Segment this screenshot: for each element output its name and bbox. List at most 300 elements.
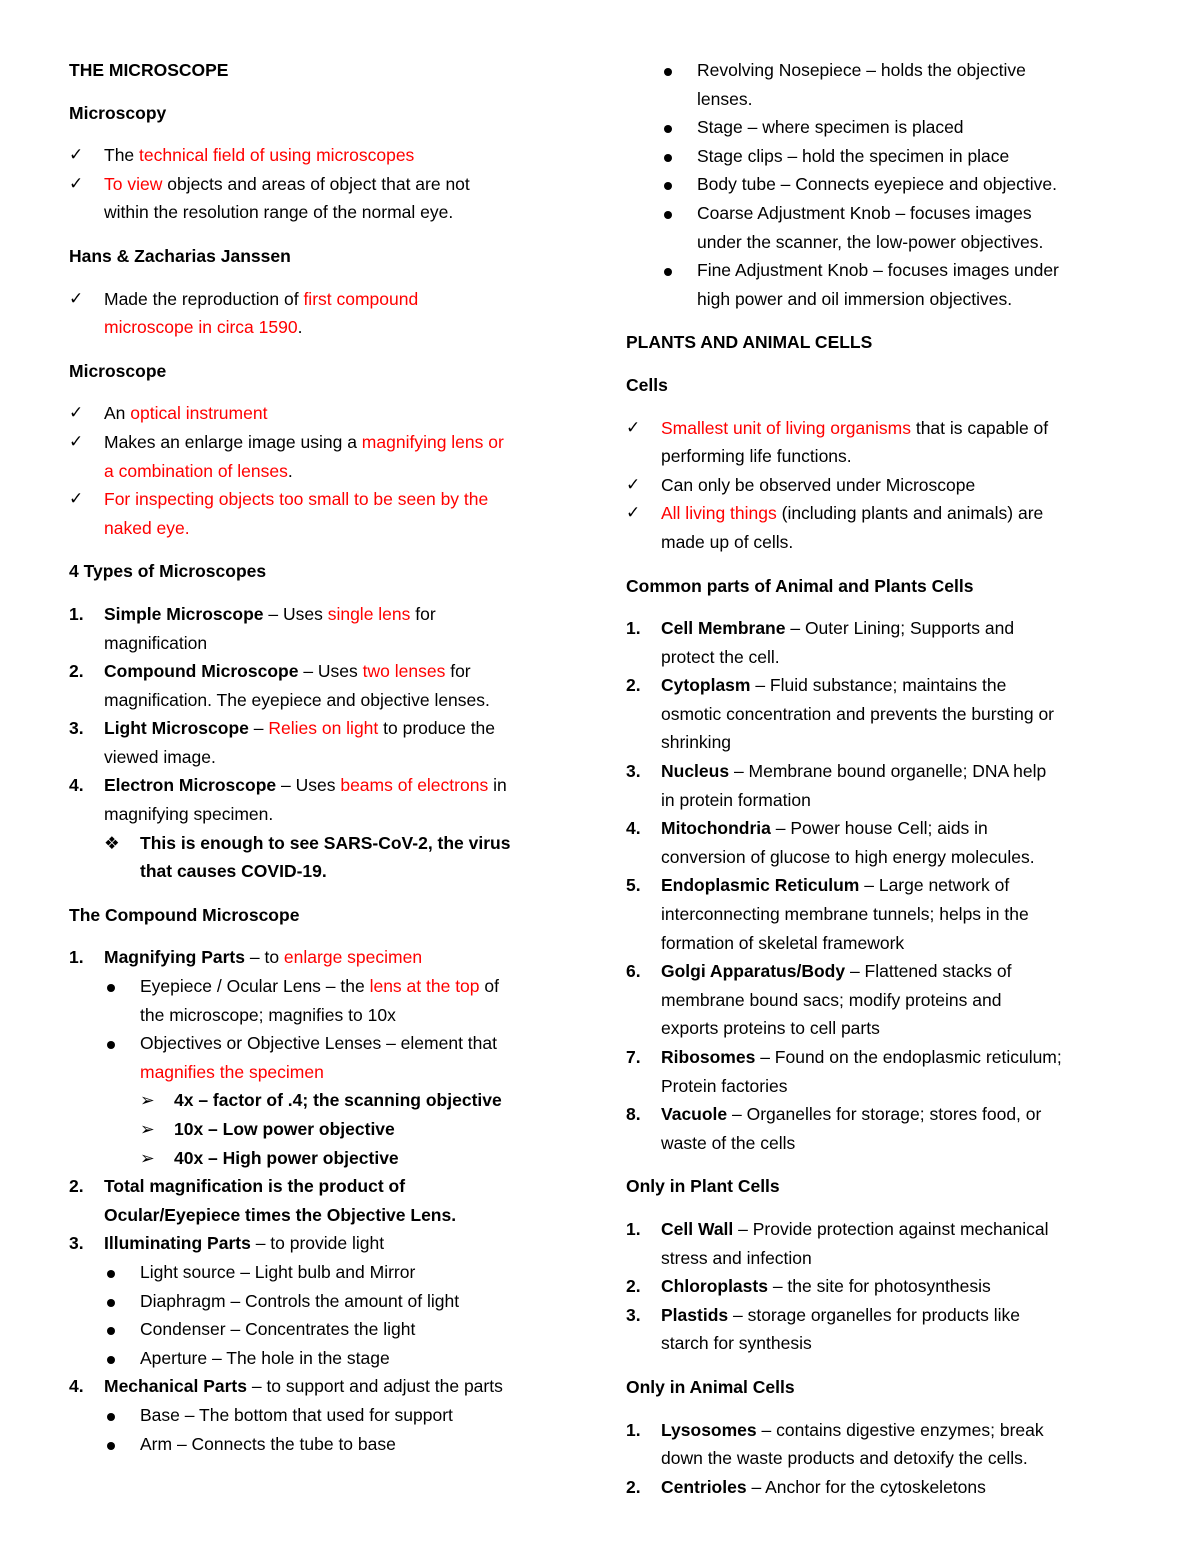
text-run: the microscope; magnifies to 10x	[140, 1004, 396, 1025]
list-item	[69, 714, 559, 771]
types-heading: 4 Types of Microscopes	[69, 561, 267, 582]
list-item	[69, 1258, 559, 1287]
list-number: 6.	[626, 961, 641, 982]
text-run: – Power house Cell; aids in	[770, 818, 988, 839]
list-item	[626, 142, 1126, 171]
list-item	[626, 757, 1126, 814]
list-number: 1.	[626, 1419, 641, 1440]
text-line	[69, 457, 559, 486]
checkmark-icon: ✓	[626, 417, 641, 437]
text-line	[626, 929, 1126, 958]
checkmark-icon: ✓	[69, 173, 84, 193]
text-run: .	[287, 460, 293, 481]
text-line: Light source – Light bulb and Mirror	[140, 1261, 416, 1282]
text-line	[626, 1244, 1126, 1273]
text-run: To view	[104, 173, 163, 194]
list-item	[69, 1144, 559, 1173]
list-item	[69, 1029, 559, 1086]
text-run: –	[248, 718, 269, 739]
text-line	[69, 1058, 559, 1087]
list-item	[69, 1315, 559, 1344]
checkmark-icon: ✓	[69, 431, 84, 451]
text-line	[69, 743, 559, 772]
text-run: – Fluid substance; maintains the	[750, 675, 1007, 696]
text-run: in protein formation	[661, 789, 811, 810]
list-number: 3.	[69, 1233, 84, 1254]
text-run: .	[297, 317, 303, 338]
text-line	[626, 843, 1126, 872]
text-run: lens at the top	[369, 976, 480, 997]
list-number: 5.	[626, 875, 641, 896]
text-run: Cell Membrane	[661, 618, 786, 639]
text-run: Light Microscope	[104, 718, 249, 739]
text-run: interconnecting membrane tunnels; helps in the	[661, 904, 1029, 925]
text-run: within the resolution range of the normal eye.	[104, 202, 454, 223]
list-number: 1.	[626, 1218, 641, 1239]
text-line	[626, 871, 1126, 900]
text-line: high power and oil immersion objectives.	[697, 288, 1013, 309]
list-item	[69, 428, 559, 485]
text-line: lenses.	[697, 88, 753, 109]
list-item	[69, 1401, 559, 1430]
text-run: Cytoplasm	[661, 675, 751, 696]
text-line	[626, 757, 1126, 786]
bullet-icon	[104, 972, 115, 1001]
list-item	[626, 414, 1126, 471]
text-line: Arm – Connects the tube to base	[140, 1433, 396, 1454]
text-run: The	[104, 145, 140, 166]
text-line	[69, 686, 559, 715]
list-number: 1.	[626, 618, 641, 639]
text-run: objects and areas of object that are not	[162, 173, 470, 194]
text-run: magnifies the specimen	[140, 1061, 324, 1082]
list-item	[69, 1372, 559, 1401]
checkmark-icon: ✓	[69, 489, 84, 509]
text-run: magnifying specimen.	[104, 804, 274, 825]
list-item	[69, 170, 559, 227]
list-item	[626, 170, 1126, 199]
text-run: Smallest unit of living organisms	[661, 417, 911, 438]
text-run: first compound	[303, 288, 419, 309]
text-line	[626, 900, 1126, 929]
compound-magnifying-arrows	[69, 1086, 559, 1172]
list-item	[626, 614, 1126, 671]
bullet-icon	[661, 170, 672, 199]
text-run: Nucleus	[661, 761, 730, 782]
bullet-icon	[661, 199, 672, 228]
text-run: technical field of using microscopes	[139, 145, 415, 166]
text-run: Cell Wall	[661, 1218, 734, 1239]
list-item	[69, 141, 559, 170]
arrow-icon: ➢	[140, 1147, 155, 1168]
list-number: 4.	[69, 775, 84, 796]
list-item	[626, 199, 1126, 256]
text-run: – Provide protection against mechanical	[733, 1218, 1049, 1239]
text-line	[626, 786, 1126, 815]
text-run: formation of skeletal framework	[661, 932, 905, 953]
plant-cells-list	[626, 1215, 1126, 1358]
text-run: All living things	[661, 503, 777, 524]
text-run: two lenses	[362, 661, 446, 682]
text-line: 40x – High power objective	[174, 1147, 399, 1168]
list-item	[626, 671, 1126, 757]
text-line	[69, 943, 559, 972]
text-run: – the site for photosynthesis	[767, 1276, 991, 1297]
text-run: Golgi Apparatus/Body	[661, 961, 846, 982]
list-item	[69, 771, 559, 828]
bullet-icon	[661, 113, 672, 142]
text-run: protect the cell.	[661, 646, 780, 667]
text-line: Revolving Nosepiece – holds the objective	[697, 60, 1026, 80]
list-number: 3.	[626, 761, 641, 782]
checkmark-icon: ✓	[69, 145, 84, 165]
types-note	[69, 829, 559, 886]
text-run: Endoplasmic Reticulum	[661, 875, 860, 896]
text-run: stress and infection	[661, 1247, 812, 1268]
text-run: viewed image.	[104, 746, 216, 767]
text-line	[69, 198, 559, 227]
text-run: membrane bound sacs; modify proteins and	[661, 989, 1002, 1010]
list-number: 3.	[69, 718, 84, 739]
bullet-icon	[104, 1029, 115, 1058]
text-line: Diaphragm – Controls the amount of light	[140, 1290, 460, 1311]
text-line	[626, 1473, 1126, 1502]
text-line	[626, 814, 1126, 843]
right-column	[626, 56, 1126, 1501]
text-run: made up of cells.	[661, 531, 794, 552]
text-run: – contains digestive enzymes; break	[756, 1419, 1044, 1440]
text-line: Body tube – Connects eyepiece and objective.	[697, 174, 1057, 195]
list-item	[626, 256, 1126, 313]
compound-mechanical-bullets	[69, 1401, 559, 1458]
animal-cells-heading: Only in Animal Cells	[626, 1376, 795, 1397]
text-line	[69, 657, 559, 686]
janssen-heading: Hans & Zacharias Janssen	[69, 245, 291, 266]
text-line	[626, 1444, 1126, 1473]
list-item	[626, 499, 1126, 556]
text-line	[626, 1072, 1126, 1101]
list-item	[69, 1430, 559, 1459]
text-run: – Large network of	[859, 875, 1010, 896]
microscopy-heading: Microscopy	[69, 102, 167, 123]
checkmark-icon: ✓	[69, 288, 84, 308]
types-list	[69, 600, 559, 829]
text-line	[69, 771, 559, 800]
bullet-icon	[661, 142, 672, 171]
checkmark-icon: ✓	[69, 403, 84, 423]
text-line	[626, 1215, 1126, 1244]
text-line	[626, 414, 1126, 443]
list-number: 2.	[69, 1176, 84, 1197]
text-line	[626, 471, 1126, 500]
list-item	[626, 871, 1126, 957]
list-item	[69, 1115, 559, 1144]
text-line: Stage clips – hold the specimen in place	[697, 145, 1010, 166]
text-run: down the waste products and detoxify the cells.	[661, 1448, 1028, 1469]
text-line	[69, 1372, 559, 1401]
text-run: exports proteins to cell parts	[661, 1018, 880, 1039]
bullet-icon	[104, 1287, 115, 1316]
text-line	[626, 700, 1126, 729]
arrow-icon: ➢	[140, 1090, 155, 1111]
text-line	[69, 600, 559, 629]
document-title: THE MICROSCOPE	[69, 60, 229, 80]
text-run: starch for synthesis	[661, 1333, 812, 1354]
text-line: Stage – where specimen is placed	[697, 117, 964, 138]
compound-magnifying-bullets	[69, 972, 559, 1086]
cells-heading: Cells	[626, 374, 668, 395]
text-run: to produce the	[378, 718, 496, 739]
text-run: of	[479, 976, 499, 997]
text-run: – to	[245, 947, 284, 968]
text-line: 10x – Low power objective	[174, 1119, 395, 1139]
list-number: 3.	[626, 1304, 641, 1325]
text-run: Illuminating Parts	[104, 1233, 251, 1254]
bullet-icon	[661, 56, 672, 85]
text-line	[626, 499, 1126, 528]
text-run: osmotic concentration and prevents the bursting or	[661, 703, 1054, 724]
text-run: a combination of lenses	[104, 460, 288, 481]
text-run: Mitochondria	[661, 818, 771, 839]
list-number: 7.	[626, 1047, 641, 1067]
text-line	[626, 728, 1126, 757]
compound-total-line-1: Total magnification is the product of	[104, 1176, 406, 1197]
diamond-icon: ❖	[104, 832, 120, 853]
list-item	[626, 957, 1126, 1043]
text-run: Simple Microscope	[104, 603, 264, 624]
text-line	[626, 1043, 1126, 1072]
text-line	[69, 972, 559, 1001]
left-column	[69, 56, 559, 1458]
text-run: – Anchor for the cytoskeletons	[746, 1476, 986, 1497]
list-number: 2.	[626, 1276, 641, 1297]
text-line	[626, 614, 1126, 643]
cells-list	[626, 414, 1126, 557]
text-line	[626, 442, 1126, 471]
text-run: single lens	[327, 603, 411, 624]
text-run: Can only be observed under Microscope	[661, 474, 976, 495]
list-item	[626, 1473, 1126, 1502]
bullet-icon	[104, 1401, 115, 1430]
text-line	[626, 1129, 1126, 1158]
common-parts-list	[626, 614, 1126, 1157]
list-item	[69, 1086, 559, 1115]
text-run: Protein factories	[661, 1075, 788, 1096]
compound-illuminating-bullets	[69, 1258, 559, 1372]
text-run: (including plants and animals) are	[776, 503, 1044, 524]
text-run: Vacuole	[661, 1104, 728, 1125]
compound-magnifying	[69, 943, 559, 972]
list-item	[626, 113, 1126, 142]
text-run: – to provide light	[250, 1233, 385, 1254]
bullet-icon	[104, 1258, 115, 1287]
text-run: magnification. The eyepiece and objective lenses.	[104, 689, 490, 710]
bullet-icon	[661, 256, 672, 285]
cells-title: PLANTS AND ANIMAL CELLS	[626, 332, 873, 353]
text-run: that is capable of	[910, 417, 1049, 438]
text-run: Plastids	[661, 1304, 729, 1325]
text-run: in	[488, 775, 507, 796]
text-run: Centrioles	[661, 1476, 747, 1497]
text-line	[626, 671, 1126, 700]
text-line: Aperture – The hole in the stage	[140, 1347, 390, 1368]
text-line	[626, 986, 1126, 1015]
compound-illuminating	[69, 1229, 559, 1258]
types-note-line-2: that causes COVID-19.	[140, 861, 327, 882]
text-run: – Uses	[263, 603, 328, 624]
text-line	[69, 629, 559, 658]
text-run: waste of the cells	[661, 1132, 796, 1153]
text-line	[626, 957, 1126, 986]
text-line	[626, 1329, 1126, 1358]
text-run: for	[445, 661, 471, 682]
list-item	[626, 56, 1126, 113]
text-line	[69, 313, 559, 342]
list-item	[69, 485, 559, 542]
text-run: Eyepiece / Ocular Lens – the	[140, 976, 370, 997]
list-number: 1.	[69, 603, 84, 624]
text-run: – Outer Lining; Supports and	[785, 618, 1015, 639]
text-line	[69, 1029, 559, 1058]
mechanical-parts-continued	[626, 56, 1126, 313]
list-item	[69, 399, 559, 428]
arrow-icon: ➢	[140, 1119, 155, 1139]
list-item	[69, 600, 559, 657]
bullet-icon	[104, 1344, 115, 1373]
compound-mechanical	[69, 1372, 559, 1401]
compound-heading: The Compound Microscope	[69, 904, 300, 925]
text-run: – Found on the endoplasmic reticulum;	[755, 1047, 1062, 1067]
text-run: – to support and adjust the parts	[246, 1376, 503, 1397]
list-item	[626, 471, 1126, 500]
text-run: beams of electrons	[340, 775, 489, 796]
text-run: Makes an enlarge image using a	[104, 431, 362, 452]
text-run: Ribosomes	[661, 1047, 756, 1067]
list-item	[69, 1229, 559, 1258]
list-number: 1.	[69, 947, 84, 968]
text-run: Mechanical Parts	[104, 1376, 247, 1397]
text-run: Magnifying Parts	[104, 947, 245, 968]
text-run: Chloroplasts	[661, 1276, 768, 1297]
list-item	[626, 1272, 1126, 1301]
text-line	[69, 800, 559, 829]
text-line: 4x – factor of .4; the scanning objective	[174, 1090, 502, 1111]
text-run: Electron Microscope	[104, 775, 277, 796]
text-line	[69, 1001, 559, 1030]
text-line	[626, 528, 1126, 557]
common-parts-heading: Common parts of Animal and Plants Cells	[626, 575, 974, 596]
text-line	[69, 170, 559, 199]
list-number: 4.	[626, 818, 641, 839]
microscope-heading: Microscope	[69, 360, 167, 381]
text-line	[626, 643, 1126, 672]
list-item	[626, 1100, 1126, 1157]
text-line	[69, 485, 559, 514]
text-line: Condenser – Concentrates the light	[140, 1319, 416, 1340]
checkmark-icon: ✓	[626, 474, 641, 494]
text-line	[69, 399, 559, 428]
text-line	[69, 141, 559, 170]
types-note-line-1: This is enough to see SARS-CoV-2, the virus	[140, 832, 511, 853]
list-item	[626, 814, 1126, 871]
text-run: performing life functions.	[661, 446, 852, 467]
text-run: For inspecting objects too small to be seen by the	[104, 489, 489, 510]
text-run: – Uses	[298, 661, 363, 682]
text-line	[626, 1416, 1126, 1445]
list-item	[69, 943, 559, 972]
text-line	[69, 428, 559, 457]
compound-total	[69, 1172, 559, 1229]
text-line	[69, 285, 559, 314]
text-run: for	[410, 603, 436, 624]
bullet-icon	[104, 1315, 115, 1344]
text-run: shrinking	[661, 732, 732, 753]
text-run: magnification	[104, 632, 208, 653]
text-run: – Uses	[276, 775, 341, 796]
text-line	[626, 1301, 1126, 1330]
list-number: 8.	[626, 1104, 641, 1125]
text-run: magnifying lens or	[361, 431, 504, 452]
list-number: 2.	[626, 1476, 641, 1497]
list-number: 4.	[69, 1376, 84, 1397]
text-line	[626, 1272, 1126, 1301]
text-run: Lysosomes	[661, 1419, 757, 1440]
text-line: Base – The bottom that used for support	[140, 1404, 453, 1425]
text-run: – Flattened stacks of	[845, 961, 1012, 982]
text-line	[69, 514, 559, 543]
list-item	[626, 1215, 1126, 1272]
list-number: 2.	[626, 675, 641, 696]
text-run: naked eye.	[104, 517, 190, 538]
list-item	[626, 1416, 1126, 1473]
bullet-icon	[104, 1430, 115, 1459]
text-run: microscope in circa 1590	[104, 317, 298, 338]
text-run: Relies on light	[268, 718, 379, 739]
text-run: Compound Microscope	[104, 661, 299, 682]
plant-cells-heading: Only in Plant Cells	[626, 1176, 780, 1197]
animal-cells-list	[626, 1416, 1126, 1502]
list-item	[69, 1344, 559, 1373]
text-run: Made the reproduction of	[104, 288, 304, 309]
microscope-list	[69, 399, 559, 542]
text-run: An	[104, 403, 131, 424]
text-run: conversion of glucose to high energy molecules.	[661, 846, 1035, 867]
janssen-list	[69, 285, 559, 342]
text-run: optical instrument	[130, 403, 268, 424]
text-run: enlarge specimen	[283, 947, 423, 968]
microscopy-list	[69, 141, 559, 227]
text-run: – Organelles for storage; stores food, or	[727, 1104, 1042, 1125]
text-line: Fine Adjustment Knob – focuses images under	[697, 260, 1059, 281]
text-line	[69, 714, 559, 743]
text-run: Objectives or Objective Lenses – element that	[140, 1033, 497, 1054]
list-item	[626, 1043, 1126, 1100]
compound-total-line-2: Ocular/Eyepiece times the Objective Lens.	[104, 1204, 457, 1225]
list-number: 2.	[69, 661, 84, 682]
checkmark-icon: ✓	[626, 503, 641, 523]
list-item	[69, 972, 559, 1029]
text-line: Coarse Adjustment Knob – focuses images	[697, 202, 1032, 223]
text-line	[69, 1229, 559, 1258]
list-item	[69, 657, 559, 714]
list-item	[69, 1287, 559, 1316]
text-run: – Membrane bound organelle; DNA help	[729, 761, 1047, 782]
text-line: under the scanner, the low-power objectives.	[697, 231, 1044, 252]
text-line	[626, 1014, 1126, 1043]
list-item	[626, 1301, 1126, 1358]
text-line	[626, 1100, 1126, 1129]
text-run: – storage organelles for products like	[728, 1304, 1020, 1325]
